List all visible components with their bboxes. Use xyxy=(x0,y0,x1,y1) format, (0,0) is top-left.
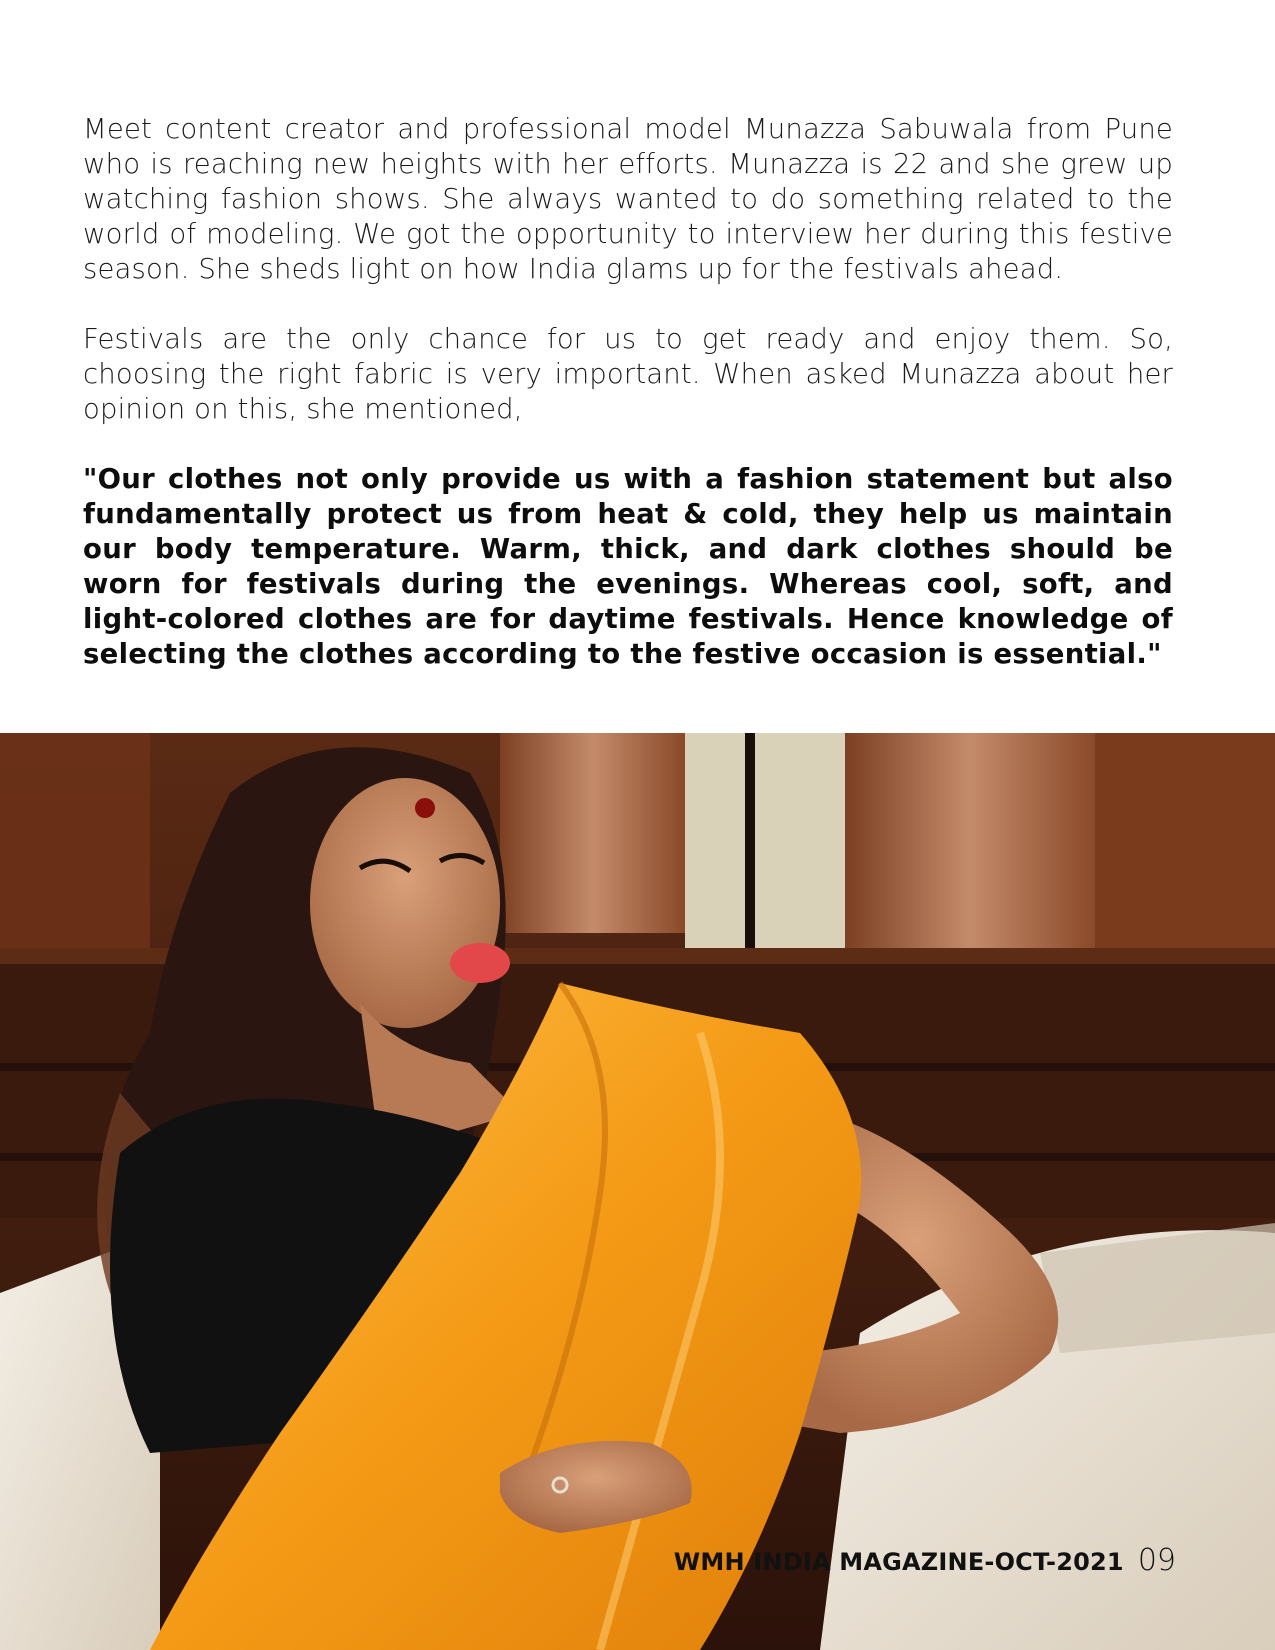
page-number: 09 xyxy=(1137,1543,1176,1578)
model-photo-illustration xyxy=(0,733,1275,1650)
right-curtain xyxy=(845,733,1095,983)
intro-paragraph: Meet content creator and professional model Munazza Sabuwala from Pune who is reaching new heights with her efforts. Munazza is 22 and she grew up watching fashion shows. She always wanted to do something related to the world of modeling. We got the opportunity to interview her during this festive season. She sheds light on how India glams up for the festivals ahead. xyxy=(83,113,1173,285)
face xyxy=(310,778,500,1028)
lips xyxy=(450,943,510,983)
page-footer xyxy=(674,1543,1176,1578)
middle-curtain xyxy=(500,733,685,933)
left-curtain xyxy=(0,733,150,983)
magazine-issue-label: WMH INDIA MAGAZINE-OCT-2021 xyxy=(673,1548,1124,1576)
bindi xyxy=(415,798,435,818)
model-photo xyxy=(0,733,1275,1650)
pull-quote: "Our clothes not only provide us with a fashion statement but also fundamentally protect us from heat & cold, they help us maintain our body temperature. Warm, thick, and dark clothes should be worn for festivals during the evenings. Whereas cool, soft, and light-colored clothes are for daytime festivals. Hence knowledge of selecting the clothes according to the festive occasion is essential." xyxy=(83,463,1173,670)
article-body xyxy=(83,112,1173,672)
window xyxy=(685,733,845,968)
festival-paragraph: Festivals are the only chance for us to get ready and enjoy them. So, choosing the right fabric is very important. When asked Munazza about her opinion on this, she mentioned, xyxy=(83,323,1173,425)
